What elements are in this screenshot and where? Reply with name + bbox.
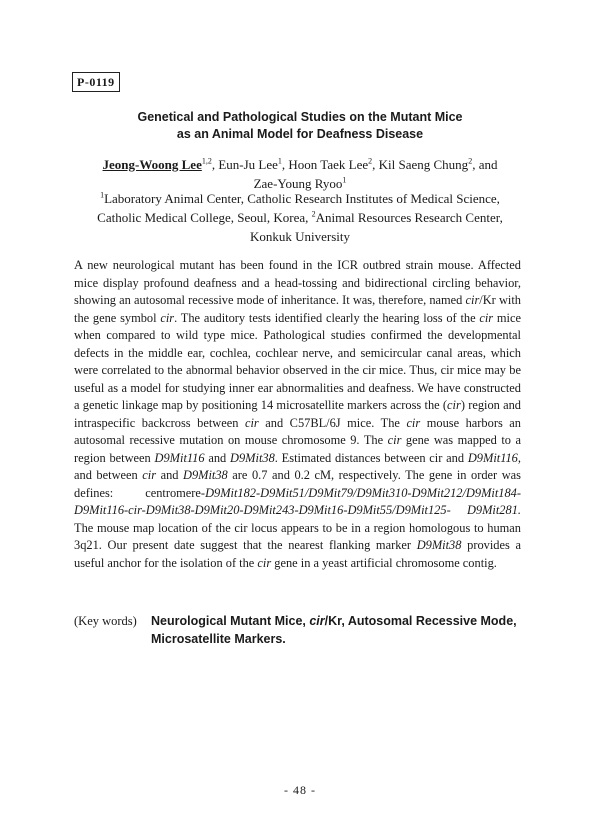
paper-title <box>0 109 600 143</box>
presenting-author: Jeong-Woong Lee <box>102 157 202 172</box>
affil-sup: 2 <box>311 209 316 219</box>
affiliation-line-1: $^1$Laboratory Animal Center, Catholic Research Institutes of Medical Science, <box>100 190 500 206</box>
title-line-2: as an Animal Model for Deafness Disease <box>176 127 424 141</box>
affil-sup: 1 <box>342 175 347 185</box>
author: Zae-Young Ryoo <box>253 176 343 191</box>
keywords-text: Neurological Mutant Mice, cir/Kr, Autosomal Recessive Mode, Microsatellite Markers. <box>151 614 517 646</box>
affil-sup: 1,2 <box>201 156 212 166</box>
affiliation-line-2: Catholic Medical College, Seoul, Korea, $^2$Animal Resources Research Center, <box>97 209 503 225</box>
title-line-1: Genetical and Pathological Studies on the Mutant Mice <box>137 110 463 124</box>
affil-sup: 1 <box>277 156 282 166</box>
affil-sup: 2 <box>468 156 473 166</box>
keywords <box>74 612 524 648</box>
author: Eun-Ju Lee <box>218 157 278 172</box>
page-number: - 48 - <box>284 783 316 797</box>
author-list: Jeong-Woong Lee$^{1,2}$, Eun-Ju Lee$^1$, Hoon Taek Lee$^2$, Kil Saeng Chung$^2$, and Zae-Young Ryoo$^1$ <box>102 156 498 191</box>
affil-sup: 1 <box>100 190 105 200</box>
keywords-label: (Key words) <box>74 614 137 628</box>
affiliations <box>72 189 528 246</box>
abstract-body: A new neurological mutant has been found in the ICR outbred strain mouse. Affected mice display profound deafness and a head-tossing and bidirectional circling behavior, showing an autosomal recessive mode of inheritance. It was, therefore, named cir/Kr with the gene symbol cir. The auditory tests identified clearly the hearing loss of the cir mice when compared to wild type mice. Pathological studies confirmed the developmental defects in the middle ear, cochlea, cochlear nerve, and semicircular canal areas, which were correlated to the abnormal behavior observed in the cir mice. Thus, cir mice may be useful as a model for studying inner ear abnormalities and deafness. We have constructed a genetic linkage map by positioning 14 microsatellite markers across the (cir) region and intraspecific backcross between cir and C57BL/6J mice. The cir mouse harbors an autosomal recessive mutation on mouse chromosome 9. The cir gene was mapped to a region between D9Mit116 and D9Mit38. Estimated distances between cir and D9Mit116, and between cir and D9Mit38 are 0.7 and 0.2 cM, respectively. The gene in order was defines: centromere-D9Mit182-D9Mit51/D9Mit79/D9Mit310-D9Mit212/D9Mit184-D9Mit116-cir-D9Mit38-D9Mit20-D9Mit243-D9Mit16-D9Mit55/D9Mit125- D9Mit281. The mouse map location of the cir locus appears to be in a region homologous to human 3q21. Our present date suggest that the nearest flanking marker D9Mit38 provides a useful anchor for the isolation of the cir gene in a yeast artificial chromosome contig. <box>74 258 522 570</box>
affil-sup: 2 <box>368 156 373 166</box>
author-conjunction: and <box>478 157 498 172</box>
author: Kil Saeng Chung <box>378 157 469 172</box>
poster-code: P-0119 <box>72 72 120 92</box>
affiliation-line-3: Konkuk University <box>249 229 351 244</box>
author: Hoon Taek Lee <box>288 157 369 172</box>
